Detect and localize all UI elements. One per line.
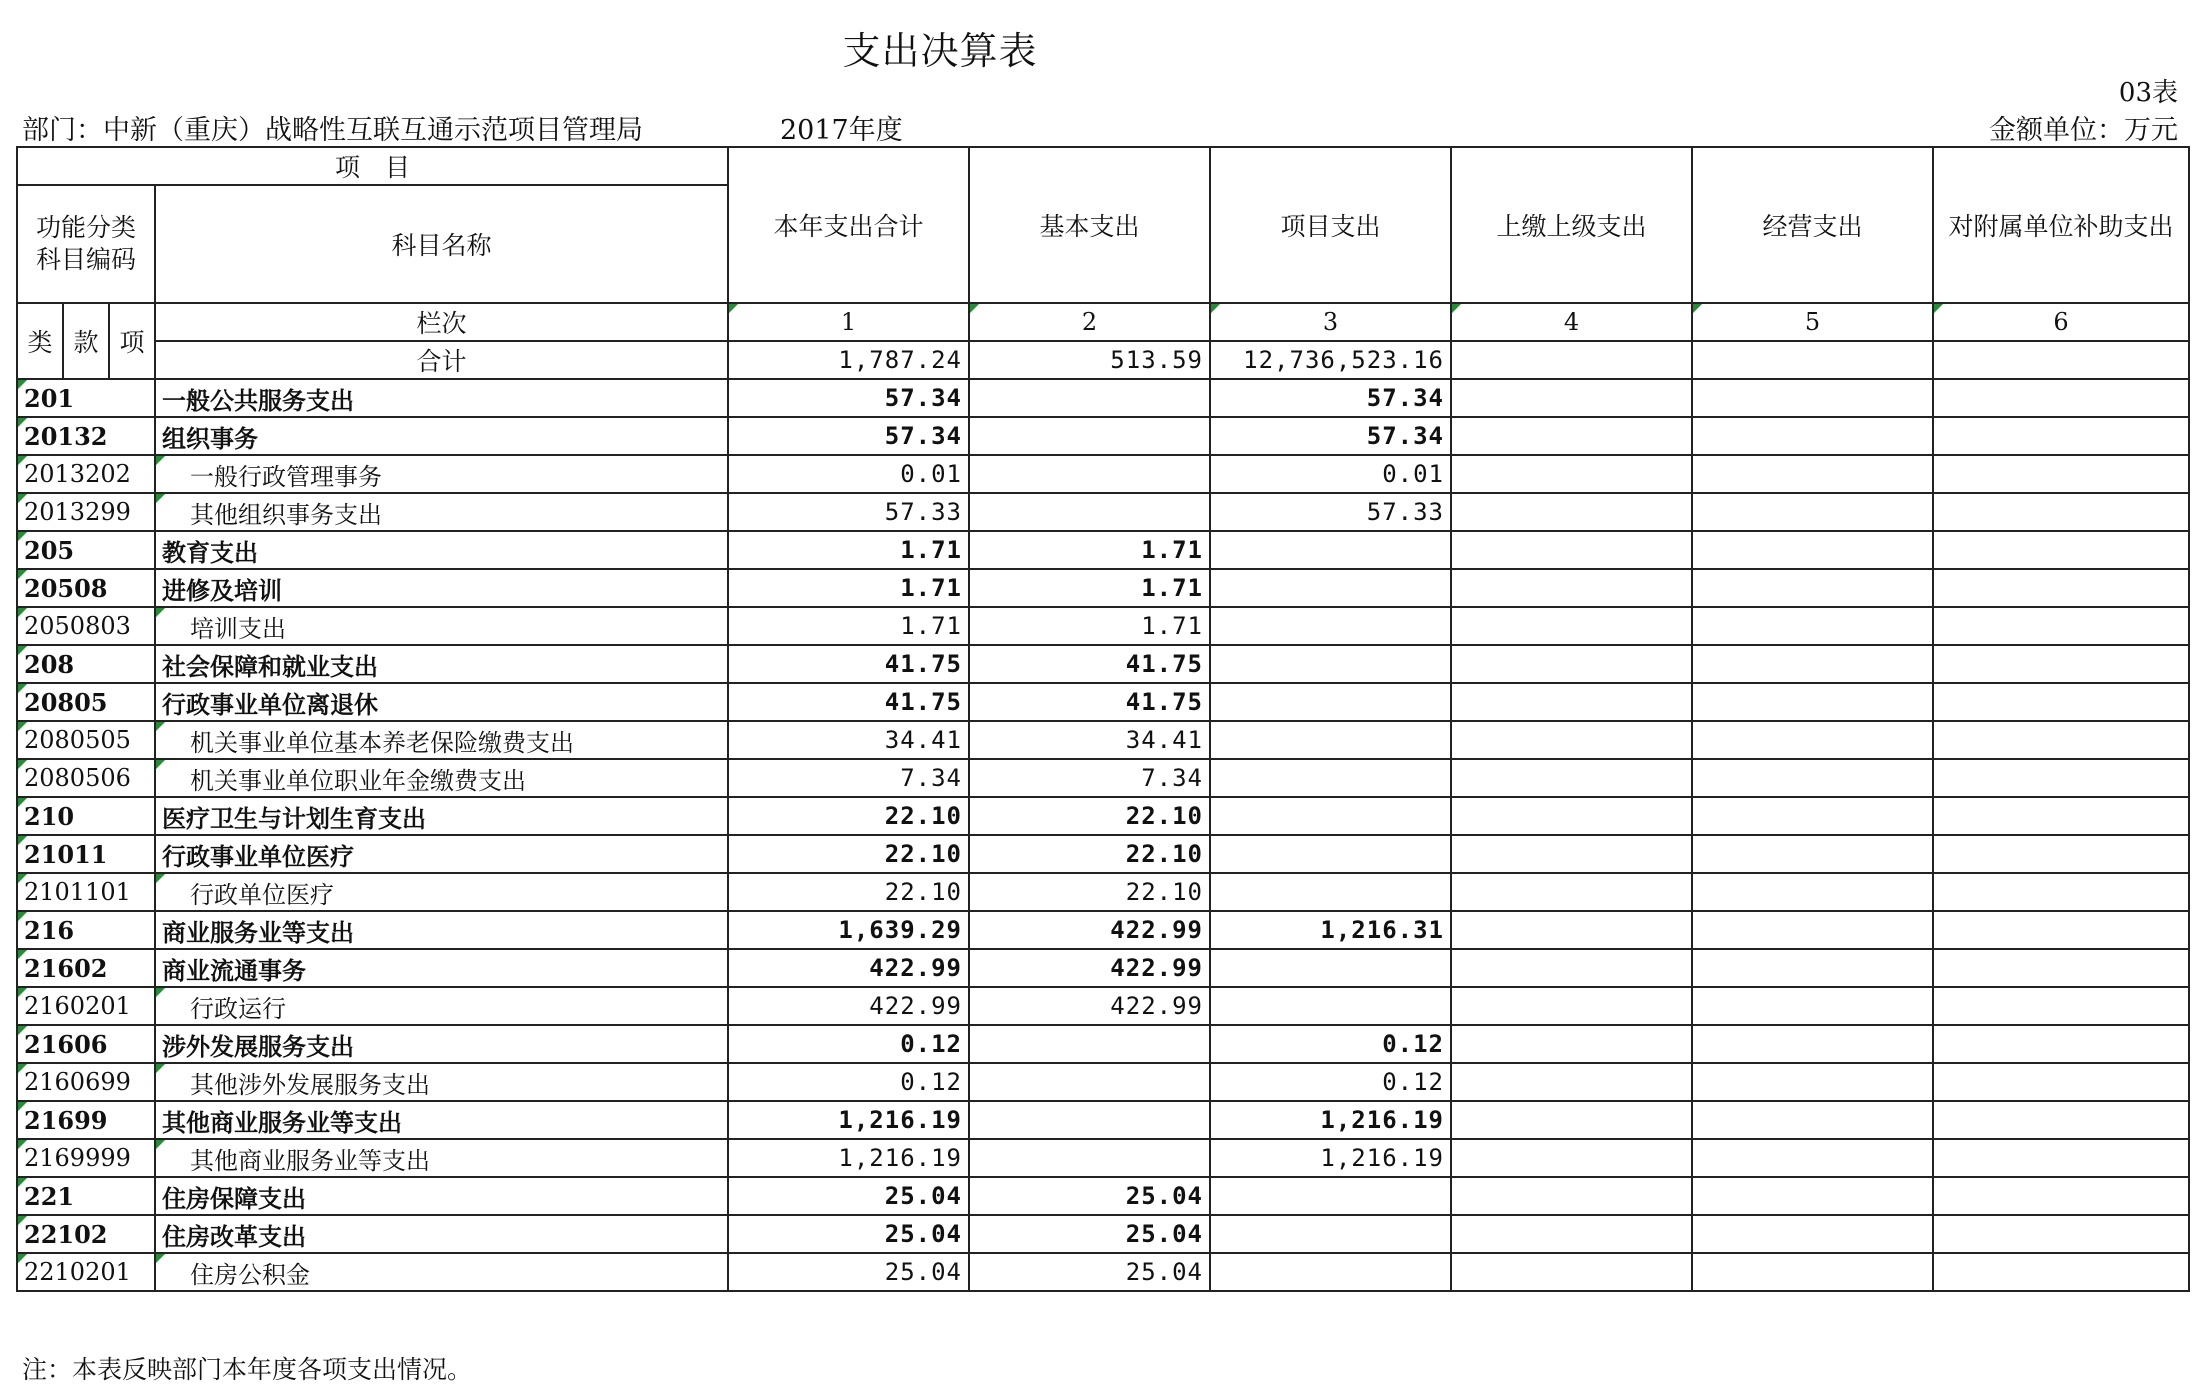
row-code: 208 [17,645,155,683]
row-code: 21606 [17,1025,155,1063]
row-c5 [1692,417,1933,455]
table-row [17,759,2189,797]
row-code: 210 [17,797,155,835]
row-c3 [1210,569,1451,607]
row-c3 [1210,1253,1451,1291]
row-c6 [1933,379,2189,417]
row-c1: 0.12 [728,1025,969,1063]
row-subject-name: 其他商业服务业等支出 [155,1101,728,1139]
table-row [17,835,2189,873]
row-c1: 25.04 [728,1177,969,1215]
row-c3: 1,216.19 [1210,1101,1451,1139]
row-c5 [1692,1101,1933,1139]
row-c1: 57.34 [728,379,969,417]
row-c2: 1.71 [969,531,1210,569]
row-c6 [1933,569,2189,607]
header-xiang: 项 [109,303,155,379]
row-c6 [1933,417,2189,455]
row-code: 2101101 [17,873,155,911]
row-c4 [1451,493,1692,531]
expenditure-table [16,146,2190,1292]
row-c1: 0.12 [728,1063,969,1101]
row-c4 [1451,987,1692,1025]
table-row [17,1063,2189,1101]
row-c2: 422.99 [969,949,1210,987]
row-c3 [1210,759,1451,797]
row-c3: 1,216.31 [1210,911,1451,949]
header-col-4: 上缴上级支出 [1451,147,1692,303]
row-code: 2160699 [17,1063,155,1101]
header-kuan: 款 [63,303,109,379]
row-c5 [1692,949,1933,987]
row-code: 20805 [17,683,155,721]
row-c5 [1692,569,1933,607]
row-subject-name: 住房公积金 [155,1253,728,1291]
row-code: 2050803 [17,607,155,645]
table-row [17,721,2189,759]
row-c2: 7.34 [969,759,1210,797]
row-c1: 422.99 [728,987,969,1025]
row-c2: 25.04 [969,1215,1210,1253]
row-c6 [1933,1063,2189,1101]
table-row [17,1253,2189,1291]
row-c6 [1933,949,2189,987]
row-c4 [1451,1063,1692,1101]
header-subject-name: 科目名称 [155,185,728,303]
row-c3 [1210,1177,1451,1215]
row-c3: 57.34 [1210,417,1451,455]
table-row [17,873,2189,911]
row-c5 [1692,531,1933,569]
row-c6 [1933,1101,2189,1139]
row-c2: 1.71 [969,607,1210,645]
row-c2 [969,1063,1210,1101]
row-c3: 57.34 [1210,379,1451,417]
table-row [17,569,2189,607]
row-c3 [1210,531,1451,569]
row-c4 [1451,645,1692,683]
header-item: 项 目 [17,147,728,185]
table-row [17,531,2189,569]
row-c6 [1933,607,2189,645]
row-code: 21011 [17,835,155,873]
row-c1: 57.33 [728,493,969,531]
row-subject-name: 商业流通事务 [155,949,728,987]
row-c5 [1692,873,1933,911]
row-c3 [1210,683,1451,721]
row-c6 [1933,645,2189,683]
row-c6 [1933,721,2189,759]
row-c1: 22.10 [728,797,969,835]
row-code: 21602 [17,949,155,987]
row-c6 [1933,1025,2189,1063]
table-row [17,455,2189,493]
row-c4 [1451,873,1692,911]
row-c2: 1.71 [969,569,1210,607]
row-code: 2080505 [17,721,155,759]
row-subject-name: 其他涉外发展服务支出 [155,1063,728,1101]
row-c3 [1210,645,1451,683]
row-c1: 1,216.19 [728,1139,969,1177]
row-code: 2210201 [17,1253,155,1291]
table-row [17,607,2189,645]
row-c3: 1,216.19 [1210,1139,1451,1177]
header-col-5: 经营支出 [1692,147,1933,303]
header-col-1: 本年支出合计 [728,147,969,303]
row-c2 [969,1101,1210,1139]
row-c1: 1.71 [728,607,969,645]
row-subject-name: 医疗卫生与计划生育支出 [155,797,728,835]
table-row [17,911,2189,949]
row-subject-name: 住房保障支出 [155,1177,728,1215]
table-row [17,987,2189,1025]
table-code: 03表 [2118,78,2178,108]
row-c6 [1933,911,2189,949]
row-c2: 422.99 [969,987,1210,1025]
row-c3 [1210,607,1451,645]
header-func-code: 功能分类科目编码 [17,185,155,303]
row-c2: 22.10 [969,873,1210,911]
row-c4 [1451,835,1692,873]
row-c1: 1,639.29 [728,911,969,949]
row-c3 [1210,1215,1451,1253]
table-row [17,379,2189,417]
table-row [17,1215,2189,1253]
row-c6 [1933,1139,2189,1177]
row-c2 [969,493,1210,531]
row-c1: 1,216.19 [728,1101,969,1139]
row-c5 [1692,1139,1933,1177]
row-subject-name: 其他商业服务业等支出 [155,1139,728,1177]
row-subject-name: 教育支出 [155,531,728,569]
row-c1: 7.34 [728,759,969,797]
row-code: 2013202 [17,455,155,493]
row-c5 [1692,683,1933,721]
row-subject-name: 行政运行 [155,987,728,1025]
row-subject-name: 培训支出 [155,607,728,645]
row-c6 [1933,455,2189,493]
col-number-3: 3 [1210,303,1451,341]
total-c5 [1692,341,1933,379]
row-c5 [1692,1063,1933,1101]
row-c1: 34.41 [728,721,969,759]
row-c1: 422.99 [728,949,969,987]
row-c1: 57.34 [728,417,969,455]
row-c3: 57.33 [1210,493,1451,531]
row-subject-name: 行政事业单位离退休 [155,683,728,721]
row-c5 [1692,379,1933,417]
row-c5 [1692,607,1933,645]
row-subject-name: 一般公共服务支出 [155,379,728,417]
row-c2: 22.10 [969,835,1210,873]
row-c3 [1210,873,1451,911]
row-c5 [1692,911,1933,949]
row-c4 [1451,1253,1692,1291]
total-label: 合计 [155,341,728,379]
table-row [17,645,2189,683]
row-c5 [1692,1177,1933,1215]
row-c1: 22.10 [728,835,969,873]
row-c5 [1692,1025,1933,1063]
row-code: 2160201 [17,987,155,1025]
row-subject-name: 机关事业单位职业年金缴费支出 [155,759,728,797]
row-c6 [1933,797,2189,835]
row-code: 20132 [17,417,155,455]
row-c6 [1933,759,2189,797]
row-subject-name: 行政事业单位医疗 [155,835,728,873]
row-c4 [1451,607,1692,645]
row-c2 [969,1025,1210,1063]
row-c1: 41.75 [728,683,969,721]
table-row [17,1025,2189,1063]
table-row [17,797,2189,835]
row-c4 [1451,949,1692,987]
row-c6 [1933,493,2189,531]
row-c4 [1451,911,1692,949]
header-col-3: 项目支出 [1210,147,1451,303]
row-c5 [1692,797,1933,835]
row-c3: 0.12 [1210,1025,1451,1063]
row-c3 [1210,797,1451,835]
row-c4 [1451,379,1692,417]
row-subject-name: 组织事务 [155,417,728,455]
header-lei: 类 [17,303,63,379]
row-c4 [1451,569,1692,607]
row-c5 [1692,721,1933,759]
table-row [17,949,2189,987]
row-c5 [1692,455,1933,493]
row-c3 [1210,949,1451,987]
row-subject-name: 机关事业单位基本养老保险缴费支出 [155,721,728,759]
row-c4 [1451,759,1692,797]
row-c2 [969,379,1210,417]
table-row [17,1101,2189,1139]
row-code: 2169999 [17,1139,155,1177]
col-number-1: 1 [728,303,969,341]
row-c3: 0.12 [1210,1063,1451,1101]
col-number-6: 6 [1933,303,2189,341]
row-subject-name: 商业服务业等支出 [155,911,728,949]
row-c2: 34.41 [969,721,1210,759]
total-c1: 1,787.24 [728,341,969,379]
row-c5 [1692,835,1933,873]
page-title: 支出决算表 [842,29,1038,73]
row-code: 2080506 [17,759,155,797]
row-code: 2013299 [17,493,155,531]
total-c4 [1451,341,1692,379]
row-subject-name: 行政单位医疗 [155,873,728,911]
row-c6 [1933,1253,2189,1291]
table-row [17,1177,2189,1215]
row-c4 [1451,1025,1692,1063]
row-c2 [969,417,1210,455]
row-subject-name: 进修及培训 [155,569,728,607]
row-code: 205 [17,531,155,569]
row-c6 [1933,835,2189,873]
row-code: 201 [17,379,155,417]
row-c1: 1.71 [728,531,969,569]
col-number-4: 4 [1451,303,1692,341]
row-c4 [1451,797,1692,835]
row-c5 [1692,759,1933,797]
row-c6 [1933,1177,2189,1215]
row-c1: 1.71 [728,569,969,607]
row-code: 221 [17,1177,155,1215]
row-c2: 41.75 [969,645,1210,683]
row-c2 [969,1139,1210,1177]
col-number-5: 5 [1692,303,1933,341]
row-c2 [969,455,1210,493]
total-c3: 12,736,523.16 [1210,341,1451,379]
row-code: 216 [17,911,155,949]
row-c4 [1451,417,1692,455]
row-c1: 25.04 [728,1215,969,1253]
department-label: 部门：中新（重庆）战略性互联互通示范项目管理局 [22,115,643,146]
row-c3 [1210,721,1451,759]
header-col-index: 栏次 [155,303,728,341]
row-c3 [1210,987,1451,1025]
row-c4 [1451,455,1692,493]
row-c2: 422.99 [969,911,1210,949]
row-c4 [1451,721,1692,759]
row-subject-name: 其他组织事务支出 [155,493,728,531]
row-c2: 22.10 [969,797,1210,835]
row-c2: 41.75 [969,683,1210,721]
row-c6 [1933,531,2189,569]
table-row [17,417,2189,455]
row-subject-name: 涉外发展服务支出 [155,1025,728,1063]
row-c4 [1451,1139,1692,1177]
amount-unit-label: 金额单位：万元 [1989,115,2178,146]
row-c3 [1210,835,1451,873]
table-row [17,1139,2189,1177]
row-c2: 25.04 [969,1253,1210,1291]
table-row [17,683,2189,721]
row-c6 [1933,1215,2189,1253]
total-c2: 513.59 [969,341,1210,379]
row-c5 [1692,493,1933,531]
row-c1: 0.01 [728,455,969,493]
header-col-2: 基本支出 [969,147,1210,303]
row-subject-name: 社会保障和就业支出 [155,645,728,683]
row-c6 [1933,683,2189,721]
row-c4 [1451,1101,1692,1139]
row-c4 [1451,531,1692,569]
table-row [17,493,2189,531]
row-c3: 0.01 [1210,455,1451,493]
row-c6 [1933,873,2189,911]
row-c4 [1451,1177,1692,1215]
row-code: 20508 [17,569,155,607]
row-c4 [1451,1215,1692,1253]
row-c5 [1692,1215,1933,1253]
row-c6 [1933,987,2189,1025]
col-number-2: 2 [969,303,1210,341]
row-c2: 25.04 [969,1177,1210,1215]
row-subject-name: 一般行政管理事务 [155,455,728,493]
row-c5 [1692,987,1933,1025]
row-c1: 22.10 [728,873,969,911]
row-c1: 25.04 [728,1253,969,1291]
row-subject-name: 住房改革支出 [155,1215,728,1253]
row-code: 22102 [17,1215,155,1253]
header-col-6: 对附属单位补助支出 [1933,147,2189,303]
row-c5 [1692,1253,1933,1291]
year-label: 2017年度 [780,115,903,146]
row-c5 [1692,645,1933,683]
row-c4 [1451,683,1692,721]
row-code: 21699 [17,1101,155,1139]
row-c1: 41.75 [728,645,969,683]
footnote: 注：本表反映部门本年度各项支出情况。 [22,1355,473,1384]
total-c6 [1933,341,2189,379]
